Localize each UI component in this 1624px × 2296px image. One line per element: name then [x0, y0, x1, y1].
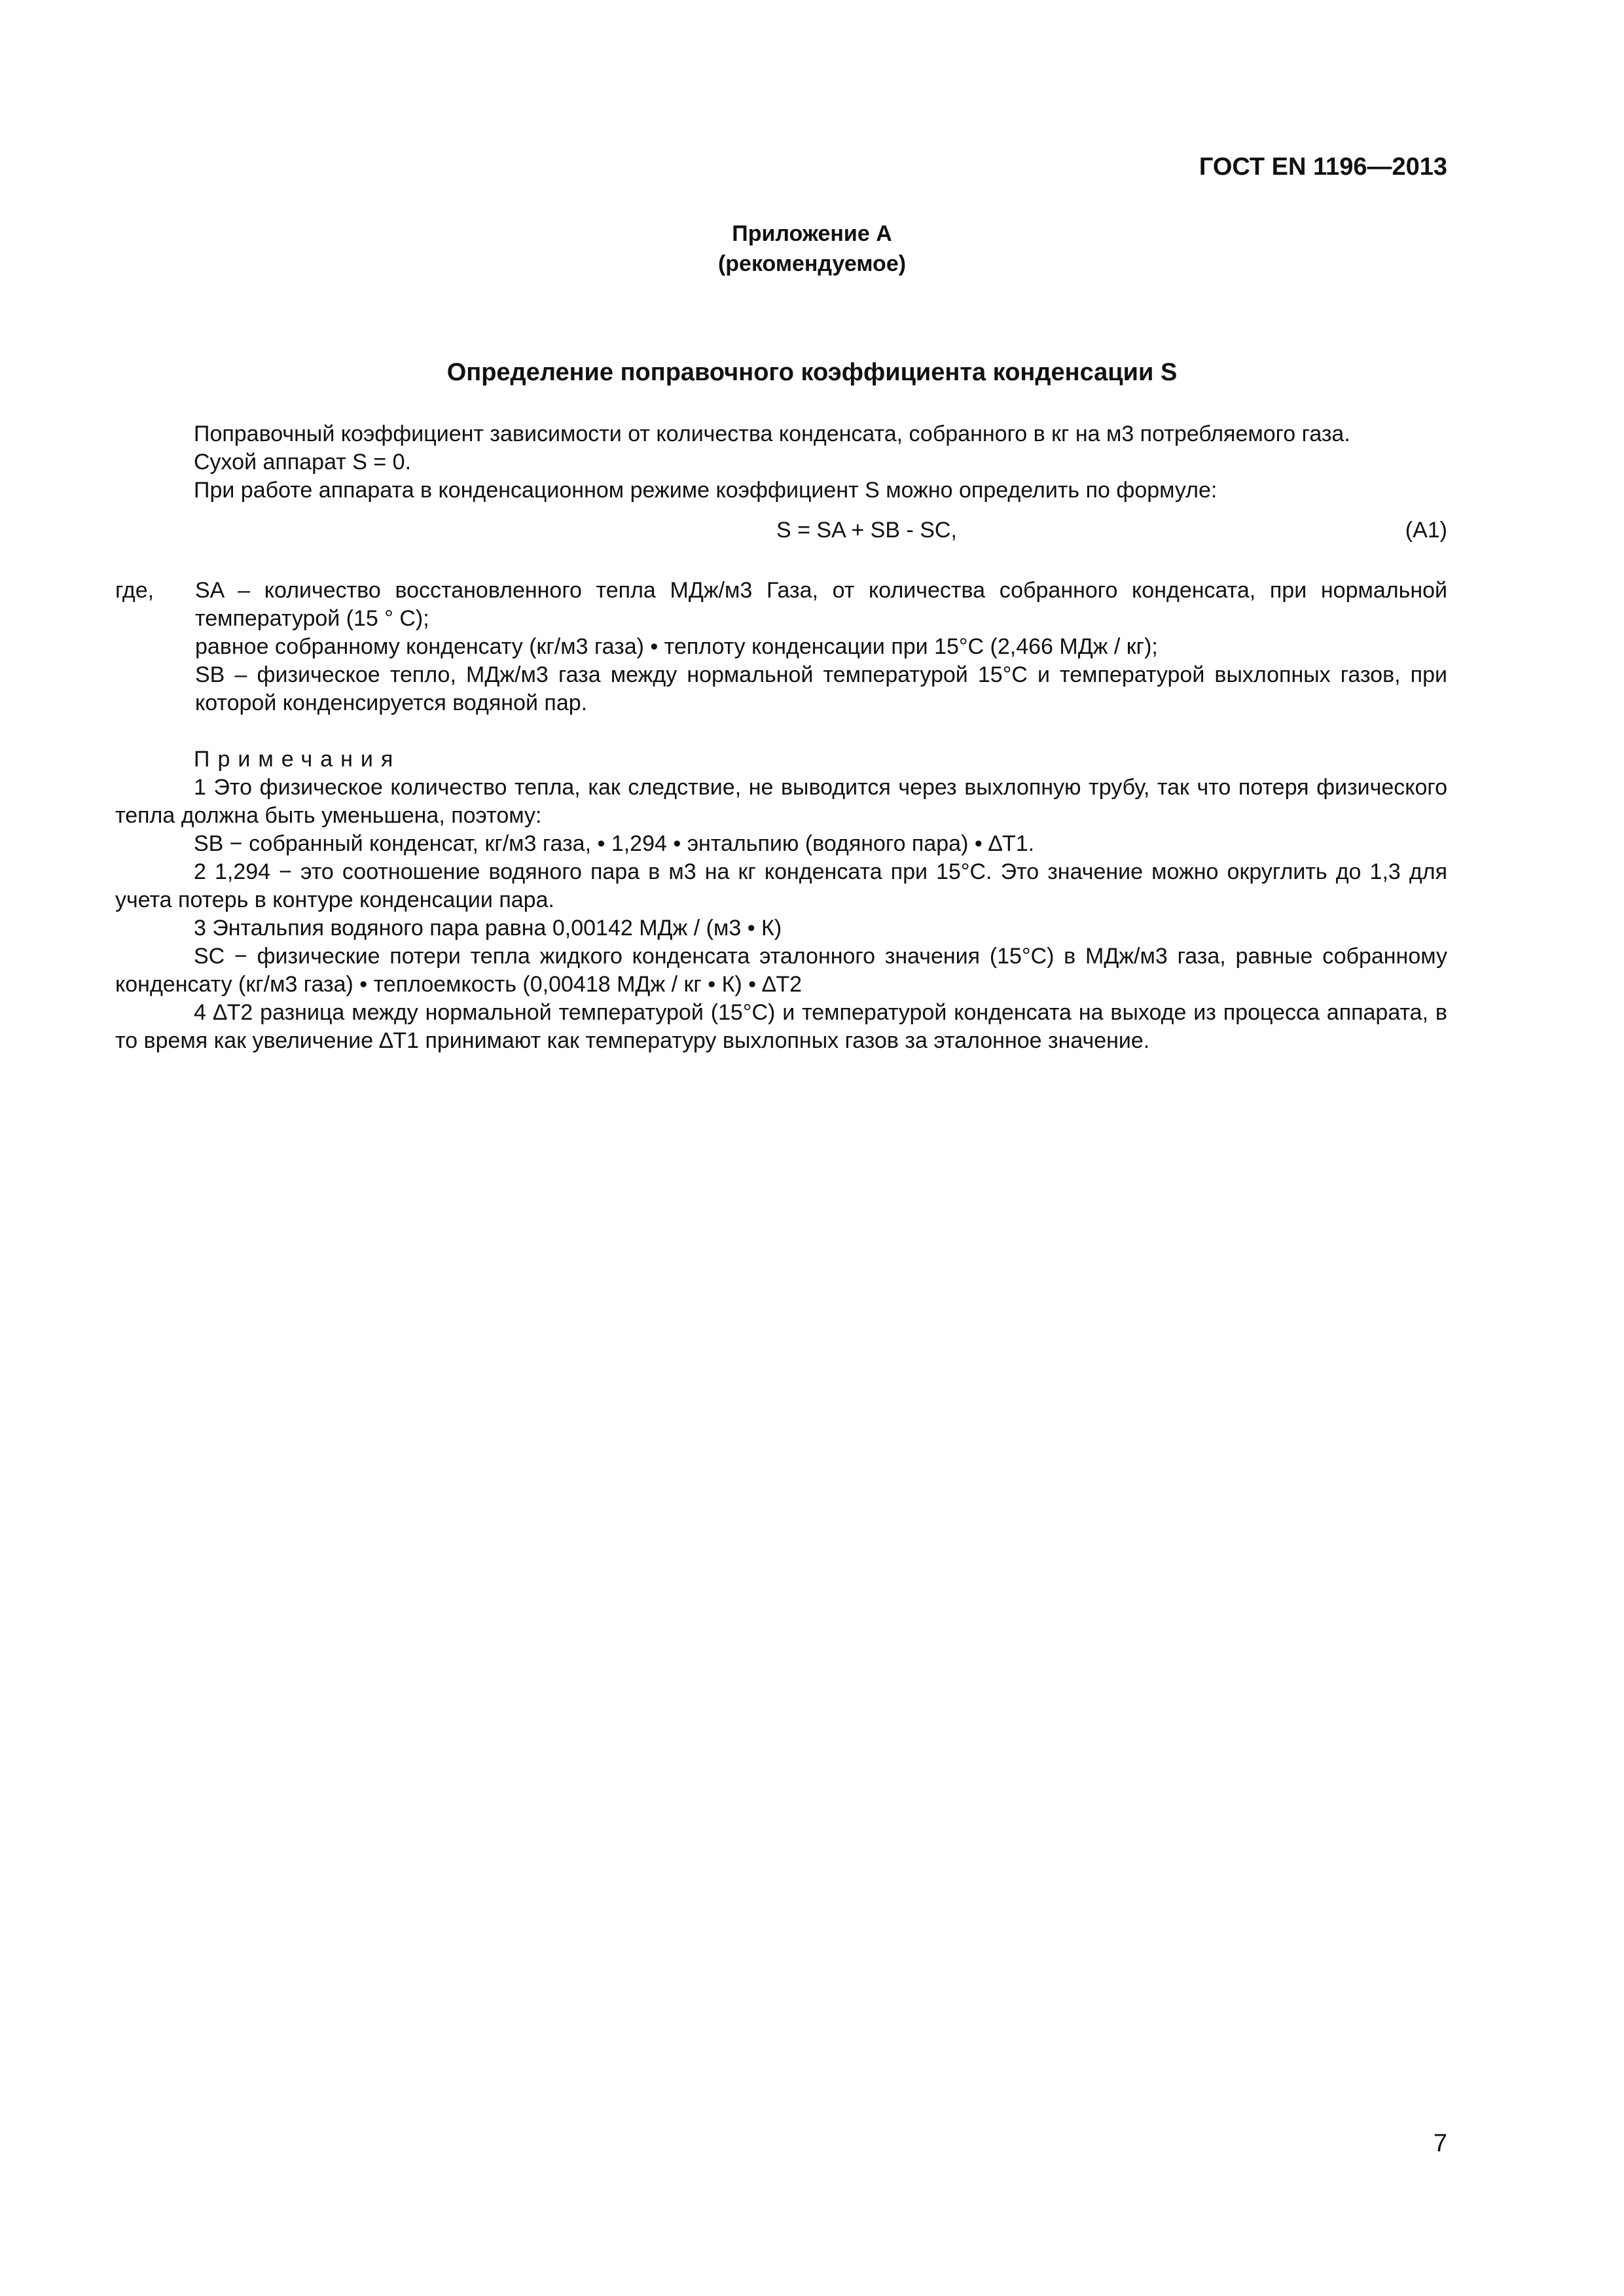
formula: S = SA + SB - SC,	[776, 518, 957, 543]
paragraph-3: При работе аппарата в конденсационном режиме коэффициент S можно определить по формуле:	[194, 478, 1218, 503]
appendix-subtitle: (рекомендуемое)	[717, 251, 907, 276]
definition-sb: SB – физическое тепло, МДж/м3 газа между нормальной температурой 15°С и температурой выхлопных газов, при которой конденсируется водяной пар.	[195, 662, 1447, 715]
formula-row	[115, 516, 1447, 565]
document-body	[115, 420, 1447, 1055]
note-1-formula: SB − собранный конденсат, кг/м3 газа, • 1,294 • энтальпию (водяного пара) • ∆T1.	[194, 831, 1035, 856]
appendix-title: Приложение А	[732, 221, 892, 246]
where-label: где,	[115, 578, 154, 603]
standard-id: ГОСТ EN 1196—2013	[1199, 153, 1447, 181]
definition-sa: SA – количество восстановленного тепла МДж/м3 Газа, от количества собранного конденсата, при нормальной температурой (15 ° С);	[195, 578, 1447, 631]
section-title: Определение поправочного коэффициента конденсации S	[446, 359, 1178, 386]
paragraph-1: Поправочный коэффициент зависимости от количества конденсата, собранного в кг на м3 потребляемого газа.	[194, 422, 1350, 446]
note-2: 2 1,294 − это соотношение водяного пара в м3 на кг конденсата при 15°С. Это значение можно округлить до 1,3 для учета потерь в контуре конденсации пара.	[115, 859, 1447, 912]
definitions	[115, 577, 1447, 717]
formula-number: (А1)	[1405, 518, 1447, 543]
note-4: 4 ∆T2 разница между нормальной температурой (15°С) и температурой конденсата на выходе из процесса аппарата, в то время как увеличение ∆T1 принимают как температуру выхлопных газов за эталонное значение.	[115, 1000, 1447, 1053]
notes	[115, 745, 1447, 1055]
definition-sa-continued: равное собранному конденсату (кг/м3 газа) • теплоту конденсации при 15°С (2,466 МДж / кг);	[195, 634, 1158, 659]
notes-title: Примечания	[194, 747, 401, 772]
paragraph-2: Сухой аппарат S = 0.	[194, 450, 412, 475]
note-1: 1 Это физическое количество тепла, как следствие, не выводится через выхлопную трубу, так что потеря физического тепла должна быть уменьшена, поэтому:	[115, 775, 1447, 828]
note-3: 3 Энтальпия водяного пара равна 0,00142 МДж / (м3 • К)	[194, 916, 782, 941]
note-3-formula: SC − физические потери тепла жидкого конденсата эталонного значения (15°С) в МДж/м3 газа, равные собранному конденсату (кг/м3 газа) • теплоемкость (0,00418 МДж / кг • К) • ∆T2	[115, 944, 1447, 997]
page-number: 7	[1433, 2130, 1447, 2157]
